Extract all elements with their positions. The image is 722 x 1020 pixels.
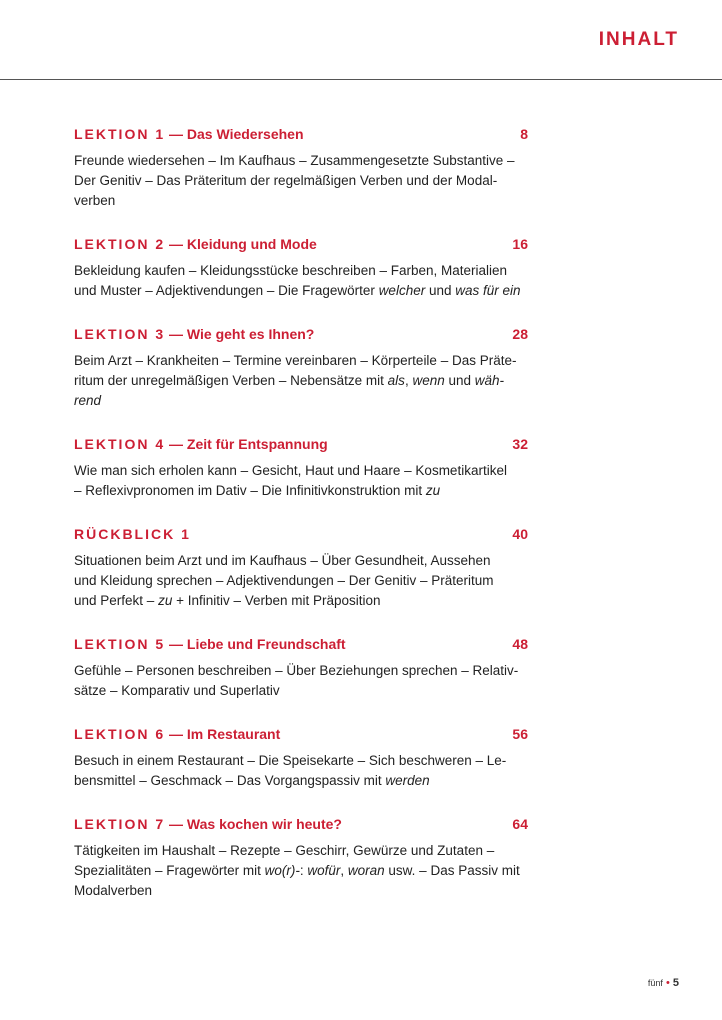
lesson-label: LEKTION 5 — [74, 636, 166, 652]
toc-entry-heading-text — [74, 434, 328, 454]
lesson-title: Kleidung und Mode — [186, 236, 317, 252]
description-text: bensmittel – Geschmack – Das Vorgangspassiv mit — [74, 773, 386, 788]
description-text: und Muster – Adjektivendungen – Die Fragewörter — [74, 283, 379, 298]
toc-entry-heading — [74, 124, 528, 144]
toc-entry-heading-text — [74, 124, 304, 144]
toc-entry[interactable] — [74, 124, 528, 211]
toc-entry-heading — [74, 634, 528, 654]
description-text: , — [404, 373, 413, 388]
toc-page-number: 64 — [512, 816, 528, 832]
lesson-label: LEKTION 4 — [74, 436, 166, 452]
description-text: und — [425, 283, 456, 298]
toc-page-number: 56 — [512, 726, 528, 742]
description-text: Tätigkeiten im Haushalt – Rezepte – Geschirr, Gewürze und Zutaten – — [74, 843, 495, 858]
toc-entry-heading — [74, 814, 528, 834]
toc-page-number: 28 — [512, 326, 528, 342]
lesson-description — [74, 261, 528, 301]
description-text: und — [444, 373, 475, 388]
lesson-description — [74, 151, 528, 211]
toc-entry[interactable] — [74, 234, 528, 301]
description-italic-term: zu — [158, 593, 173, 608]
toc-entry-heading-text — [74, 634, 346, 654]
toc-entry-heading-text — [74, 724, 280, 744]
description-italic-term: als — [387, 373, 405, 388]
description-text: und Kleidung sprechen – Adjektivendungen – Der Genitiv – Präteritum — [74, 573, 494, 588]
toc-entry[interactable] — [74, 634, 528, 701]
description-text: – Reflexivpronomen im Dativ – Die Infinitivkonstruktion mit — [74, 483, 426, 498]
description-italic-term: was für ein — [455, 283, 521, 298]
description-text: ritum der unregelmäßigen Verben – Nebensätze mit — [74, 373, 388, 388]
table-of-contents — [74, 124, 528, 924]
description-text: Der Genitiv – Das Präteritum der regelmäßigen Verben und der Modal- — [74, 173, 498, 188]
description-text: , — [340, 863, 348, 878]
description-italic-term: welcher — [378, 283, 426, 298]
title-separator: — — [165, 816, 187, 832]
lesson-description — [74, 841, 528, 901]
toc-entry-heading — [74, 434, 528, 454]
lesson-title: Liebe und Freundschaft — [186, 636, 346, 652]
lesson-title: Was kochen wir heute? — [186, 816, 342, 832]
description-text: : — [299, 863, 308, 878]
description-italic-term: werden — [385, 773, 430, 788]
description-italic-term: wo(r)- — [264, 863, 300, 878]
toc-entry-heading — [74, 234, 528, 254]
toc-page-number: 32 — [512, 436, 528, 452]
description-text: Situationen beim Arzt und im Kaufhaus – Über Gesundheit, Aussehen — [74, 553, 491, 568]
toc-entry[interactable] — [74, 434, 528, 501]
header-divider — [0, 79, 722, 80]
toc-page-number: 8 — [520, 126, 528, 142]
toc-entry[interactable] — [74, 524, 528, 611]
description-italic-term: woran — [347, 863, 385, 878]
lesson-label: LEKTION 2 — [74, 236, 166, 252]
toc-entry-heading — [74, 524, 528, 544]
lesson-description — [74, 751, 528, 791]
description-italic-term: rend — [74, 393, 102, 408]
page-footer — [648, 977, 679, 989]
lesson-label: LEKTION 7 — [74, 816, 166, 832]
lesson-label: LEKTION 6 — [74, 726, 166, 742]
lesson-title: Wie geht es Ihnen? — [186, 326, 315, 342]
toc-page-number: 40 — [512, 526, 528, 542]
lesson-title: Zeit für Entspannung — [186, 436, 328, 452]
page-word: fünf — [647, 978, 663, 988]
toc-entry-heading — [74, 324, 528, 344]
description-italic-term: wäh- — [474, 373, 505, 388]
description-text: Spezialitäten – Fragewörter mit — [74, 863, 265, 878]
lesson-title: Das Wiedersehen — [186, 126, 304, 142]
title-separator: — — [165, 436, 187, 452]
description-text: Bekleidung kaufen – Kleidungsstücke beschreiben – Farben, Materialien — [74, 263, 508, 278]
toc-entry[interactable] — [74, 724, 528, 791]
toc-entry-heading-text — [74, 814, 342, 834]
description-text: Modalverben — [74, 883, 153, 898]
lesson-description — [74, 461, 528, 501]
description-text: Gefühle – Personen beschreiben – Über Beziehungen sprechen – Relativ- — [74, 663, 519, 678]
description-text: verben — [74, 193, 116, 208]
title-separator: — — [165, 636, 187, 652]
title-separator: — — [165, 236, 187, 252]
description-text: Wie man sich erholen kann – Gesicht, Haut und Haare – Kosmetikartikel — [74, 463, 507, 478]
page-title: INHALT — [598, 29, 679, 50]
toc-entry-heading-text — [74, 524, 191, 544]
toc-page-number: 16 — [512, 236, 528, 252]
description-text: sätze – Komparativ und Superlativ — [74, 683, 280, 698]
lesson-label: LEKTION 3 — [74, 326, 166, 342]
description-text: und Perfekt – — [74, 593, 159, 608]
lesson-description — [74, 661, 528, 701]
toc-page-number: 48 — [512, 636, 528, 652]
title-separator: — — [165, 326, 187, 342]
lesson-label: LEKTION 1 — [74, 126, 166, 142]
description-text: usw. – Das Passiv mit — [384, 863, 520, 878]
footer-separator: • — [665, 977, 670, 989]
lesson-description — [74, 551, 528, 611]
description-text: Freunde wiedersehen – Im Kaufhaus – Zusammengesetzte Substantive – — [74, 153, 515, 168]
toc-entry-heading-text — [74, 234, 317, 254]
lesson-label: RÜCKBLICK 1 — [74, 526, 191, 542]
description-italic-term: zu — [425, 483, 441, 498]
lesson-title: Im Restaurant — [186, 726, 281, 742]
title-separator: — — [165, 126, 187, 142]
description-italic-term: wofür — [307, 863, 341, 878]
toc-entry[interactable] — [74, 324, 528, 411]
toc-entry[interactable] — [74, 814, 528, 901]
toc-entry-heading — [74, 724, 528, 744]
description-text: Beim Arzt – Krankheiten – Termine vereinbaren – Körperteile – Das Präte- — [74, 353, 517, 368]
lesson-description — [74, 351, 528, 411]
title-separator: — — [165, 726, 187, 742]
page-number: 5 — [672, 977, 679, 989]
toc-entry-heading-text — [74, 324, 314, 344]
description-italic-term: wenn — [412, 373, 445, 388]
description-text: Besuch in einem Restaurant – Die Speisekarte – Sich beschweren – Le- — [74, 753, 507, 768]
description-text: + Infinitiv – Verben mit Präposition — [172, 593, 381, 608]
